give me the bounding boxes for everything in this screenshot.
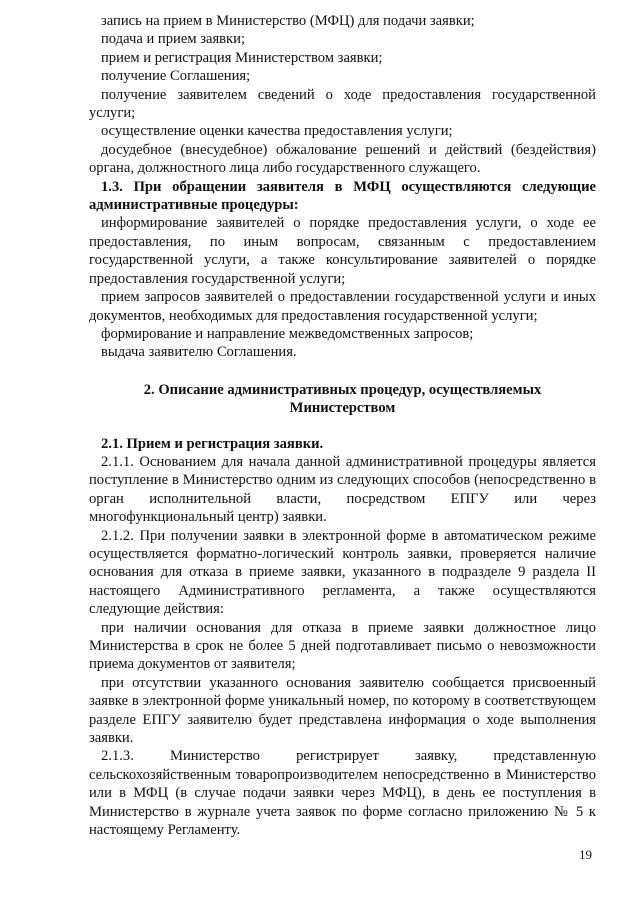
list-item: получение Соглашения; [101,68,251,85]
page-text [89,12,596,839]
list-item: информирование заявителей о порядке предоставления услуги, о ходе ее предоставления, по иным вопросам, связанным с предоставлением государственной услуги, а также консультирование заявителей о порядке предоставления государственной услуги; [89,215,596,287]
section-heading-2-1: 2.1. Прием и регистрация заявки. [101,435,324,452]
list-item: досудебное (внесудебное) обжалование решений и действий (бездействия) органа, должностного лица либо государственного служащего. [89,141,596,177]
list-item: получение заявителем сведений о ходе предоставления государственной услуги; [89,86,596,122]
section-heading-1-3: 1.3. При обращении заявителя в МФЦ осуществляются следующие административные процедуры: [89,178,596,214]
paragraph-2-1-2: 2.1.2. При получении заявки в электронной форме в автоматическом режиме осуществляется форматно-логический контроль заявки, проверяется наличие основания для отказа в приеме заявки, указанного в подразделе 9 раздела II настоящего Административного регламента, а также осуществляются следующие действия: [89,527,596,618]
paragraph-2-1-3: 2.1.3. Министерство регистрирует заявку, представленную сельскохозяйственным товаропроизводителем непосредственно в Министерство или в МФЦ (в случае подачи заявки через МФЦ), в день ее поступления в Министерство в журнале учета заявок по форме согласно приложению № 5 к настоящему Регламенту. [89,748,596,839]
list-item: при отсутствии указанного основания заявителю сообщается присвоенный заявке в электронной форме уникальный номер, по которому в соответствующем разделе ЕПГУ заявителю будет представлена информация о ходе выполнения заявки. [89,674,596,747]
list-item: запись на прием в Министерство (МФЦ) для подачи заявки; [101,13,475,29]
page-number: 19 [579,847,592,862]
spacer [89,418,596,435]
list-item: при наличии основания для отказа в приеме заявки должностное лицо Министерства в срок не более 5 дней подготавливает письмо о невозможности приема документов от заявителя; [89,619,596,673]
list-item: осуществление оценки качества предоставления услуги; [101,123,453,140]
section-title-2: 2. Описание административных процедур, осуществляемых Министерством [143,381,542,417]
list-item: подача и прием заявки; [101,31,246,48]
list-item: выдача заявителю Соглашения. [101,344,297,361]
list-item: прием запросов заявителей о предоставлении государственной услуги и иных документов, необходимых для предоставления государственной услуги; [89,289,596,324]
list-item: формирование и направление межведомственных запросов; [101,325,474,342]
paragraph-2-1-1: 2.1.1. Основанием для начала данной административной процедуры является поступление в Министерство одним из следующих способов (непосредственно в орган исполнительной власти, посредством ЕПГУ или через многофункциональный центр) заявки. [89,453,596,526]
spacer [89,362,596,381]
list-item: прием и регистрация Министерством заявки; [101,49,383,66]
